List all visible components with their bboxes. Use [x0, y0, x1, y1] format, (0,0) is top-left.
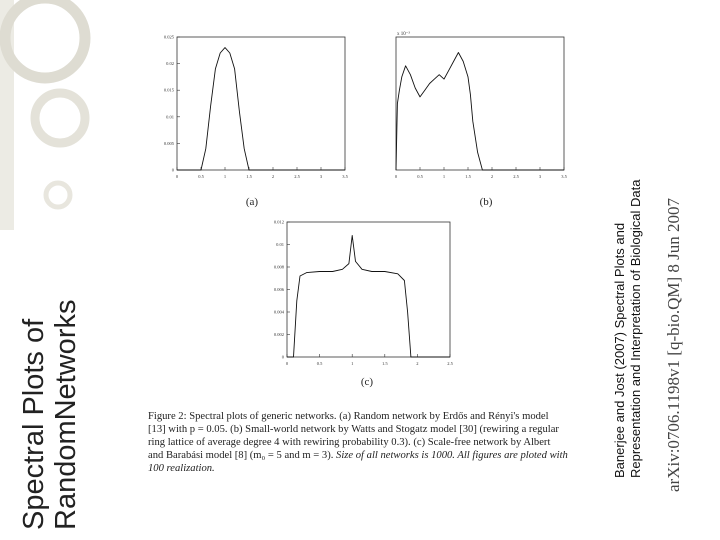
- credit-line-1: Banerjee and Jost (2007) Spectral Plots and: [612, 222, 627, 478]
- caption-main: Figure 2: Spectral plots of generic networks. (a) Random network by Erdős and Rényi's model [13] with p = 0.05. (b) Small-world network by Watts and Stogatz model [30] (rewiring a regular ring lattice of average degree 4 with rewiring probability 0.3). (c) Scale-free network by Albert and Barabási model [8] (m₀ = 5 and m = 3).: [148, 411, 559, 461]
- chart-a-x-tick-label: 2: [271, 174, 275, 179]
- chart-c-x-tick-label: 1: [351, 361, 354, 366]
- chart-a-x-tick-label: 0: [175, 174, 179, 179]
- chart-c-x-tick-label: 2.5: [447, 361, 453, 366]
- chart-a-y-tick-label: 0.025: [163, 34, 174, 40]
- arxiv-stamp: arXiv:0706.1198v1 [q-bio.QM] 8 Jun 2007: [664, 197, 683, 492]
- chart-b: [395, 31, 568, 208]
- chart-a-series-line: [177, 48, 345, 170]
- chart-c-x-tick-label: 0: [285, 361, 289, 366]
- chart-a-x-tick-label: 0.5: [198, 174, 204, 179]
- chart-a-y-tick-label: 0.02: [166, 61, 174, 67]
- chart-b-x-tick-label: 3.5: [561, 174, 567, 179]
- credit-line-2: Representation and Interpretation of Biological Data: [628, 179, 643, 478]
- chart-a-x-tick-label: 1.5: [246, 174, 252, 179]
- chart-c: [274, 220, 454, 389]
- chart-a-panel-label: (a): [245, 196, 259, 208]
- chart-c-y-tick-label: 0: [281, 354, 284, 360]
- chart-a: [164, 35, 349, 209]
- chart-a-y-tick-label: 0.01: [166, 114, 174, 120]
- chart-b-x-tick-label: 0: [394, 174, 398, 179]
- chart-b-series-line: [396, 53, 564, 171]
- chart-c-y-tick-label: 0.012: [273, 219, 284, 225]
- chart-c-frame: [287, 222, 450, 357]
- chart-a-y-tick-label: 0: [171, 167, 174, 173]
- chart-c-x-tick-label: 2: [416, 361, 419, 366]
- chart-c-y-tick-label: 0.002: [273, 332, 284, 337]
- chart-a-x-tick-label: 3: [319, 174, 323, 179]
- chart-b-x-tick-label: 2: [490, 174, 494, 179]
- chart-b-x-tick-label: 3: [538, 174, 542, 179]
- chart-a-y-tick-label: 0.015: [163, 87, 174, 93]
- chart-a-frame: [177, 37, 345, 170]
- chart-a-x-tick-label: 1: [223, 174, 227, 179]
- chart-a-x-tick-label: 3.5: [342, 174, 348, 179]
- chart-b-x-tick-label: 1: [442, 174, 446, 179]
- chart-b-x-tick-label: 2.5: [513, 174, 519, 179]
- chart-c-y-tick-label: 0.006: [273, 287, 284, 292]
- chart-c-x-tick-label: 0.5: [316, 361, 323, 366]
- chart-c-series-line: [287, 236, 450, 358]
- slide-title-line-1: Spectral Plots of: [18, 318, 50, 530]
- chart-c-panel-label: (c): [360, 376, 374, 388]
- chart-b-frame: [396, 37, 564, 170]
- chart-a-x-tick-label: 2.5: [294, 174, 300, 179]
- chart-c-y-tick-label: 0.008: [273, 264, 284, 270]
- chart-c-x-tick-label: 1.5: [381, 361, 388, 366]
- slide-title-line-2: RandomNetworks: [50, 299, 82, 530]
- caption-italic: Size of all networks is 1000. All figures are ploted with 100 realization.: [148, 450, 568, 474]
- chart-b-x-tick-label: 0.5: [417, 174, 423, 179]
- chart-c-y-tick-label: 0.01: [276, 242, 284, 247]
- figure-caption: [148, 410, 568, 475]
- chart-c-y-tick-label: 0.004: [273, 309, 284, 315]
- chart-b-y-scale: x 10⁻³: [397, 32, 410, 37]
- chart-a-y-tick-label: 0.005: [163, 140, 174, 146]
- chart-b-x-tick-label: 1.5: [465, 174, 471, 179]
- chart-b-panel-label: (b): [479, 196, 493, 208]
